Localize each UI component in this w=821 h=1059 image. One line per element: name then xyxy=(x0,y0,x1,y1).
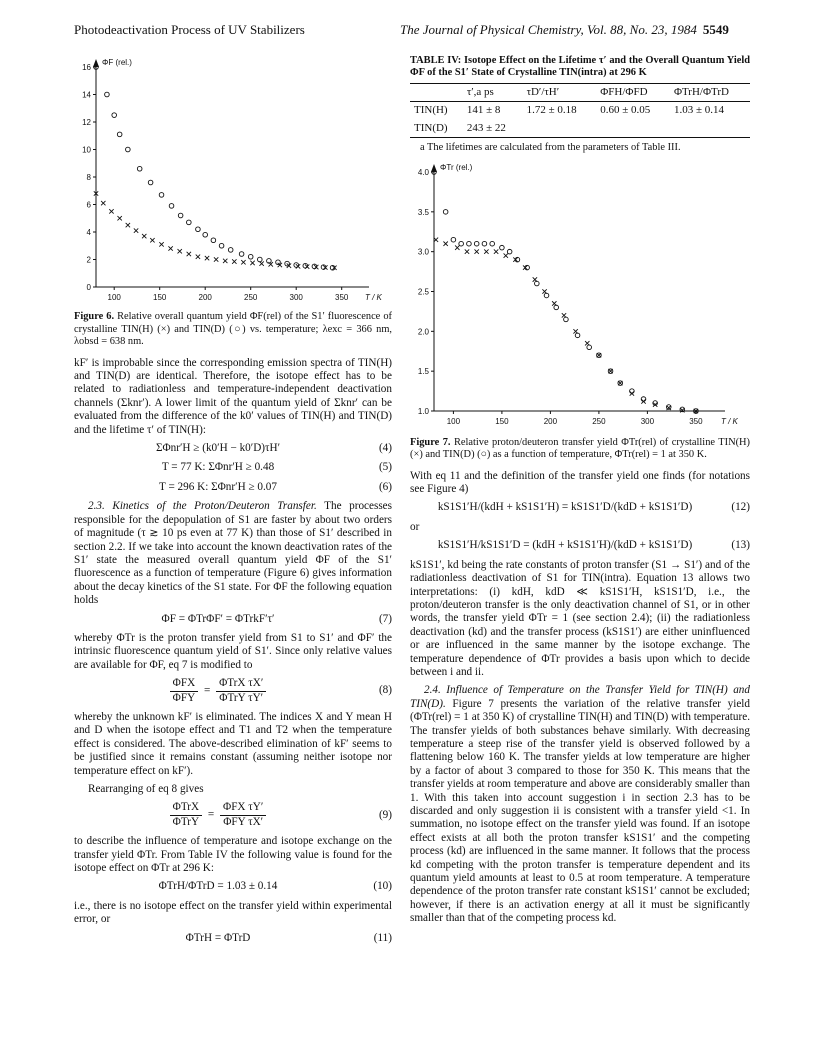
table-4-header: ΦTrH/ΦTrD xyxy=(670,83,750,101)
x-tick-label: 200 xyxy=(198,293,212,302)
table-cell: 1.72 ± 0.18 xyxy=(526,104,577,117)
equation-6 xyxy=(74,481,392,494)
table-cell xyxy=(596,120,670,138)
data-point-circle xyxy=(178,213,183,218)
y-tick-label: 4.0 xyxy=(417,168,429,178)
y-tick-label: 10 xyxy=(82,145,91,155)
table-cell xyxy=(523,120,597,138)
equation-9: $\frac{\text{ΦTrX}}{\text{ΦTrY}}$ = $\frac{\text{ΦFX τY′}}{\text{ΦFY τX′}}$ (9) xyxy=(74,801,392,829)
data-point-circle xyxy=(137,166,142,171)
data-point-cross xyxy=(455,246,459,250)
eq9-right-numerator: ΦFX τY′ xyxy=(220,801,266,815)
equation-10-number: (10) xyxy=(373,880,392,893)
data-point-cross xyxy=(232,259,236,263)
y-tick-label: 3.0 xyxy=(417,248,429,258)
data-point-cross xyxy=(142,234,146,238)
data-point-cross xyxy=(101,201,105,205)
left-column xyxy=(74,55,392,951)
x-axis-label: T / K xyxy=(365,293,382,302)
equation-9-number: (9) xyxy=(378,808,392,821)
left-paragraph-6: to describe the influence of temperature and isotope exchange on the transfer yield ΦTr. From Table IV the following value is found for the isotope effect on ΦTr at 296 K: xyxy=(74,835,392,875)
figure-7-chart xyxy=(410,158,750,430)
table-row xyxy=(410,120,750,138)
data-point-cross xyxy=(552,302,556,306)
data-point-circle xyxy=(474,242,479,247)
data-point-circle xyxy=(239,252,244,257)
data-point-cross xyxy=(150,238,154,242)
x-tick-label: 250 xyxy=(244,293,258,302)
table-4-footnote: a The lifetimes are calculated from the parameters of Table III. xyxy=(420,142,681,154)
y-axis-label: ΦF (rel.) xyxy=(102,58,132,67)
data-point-circle xyxy=(467,242,472,247)
data-point-cross xyxy=(250,261,254,265)
x-tick-label: 300 xyxy=(289,293,303,302)
data-point-cross xyxy=(178,249,182,253)
data-point-cross xyxy=(109,209,113,213)
table-4 xyxy=(410,83,750,138)
figure-7-caption-text: Relative proton/deuteron transfer yield ΦTr(rel) of crystalline TIN(H) (×) and TIN(D) (○) as a function of temperature, ΦTr(rel) = 1 at 350 K. xyxy=(410,436,750,461)
table-4-header: ΦFH/ΦFD xyxy=(596,83,670,101)
y-tick-label: 2.5 xyxy=(417,287,429,297)
data-point-cross xyxy=(542,290,546,294)
equation-8: $\frac{\text{ΦFX}}{\text{ΦFY}}$ = $\frac{\text{ΦTrX τX′}}{\text{ΦTrY τY′}}$ (8) xyxy=(74,677,392,705)
x-tick-label: 300 xyxy=(640,417,655,427)
table-cell xyxy=(670,120,750,138)
data-point-cross xyxy=(159,242,163,246)
data-point-circle xyxy=(666,405,671,410)
table-4-header-row xyxy=(410,83,750,101)
left-paragraph-4: whereby the unknown kF′ is eliminated. The indices X and Y mean H and D when the isotope effect and T1 and T2 when the temperature effect is considered. The above-described elimination of kF′ seems to be justified since it remains constant (assuming neither isotope nor temperature effect on kF′). xyxy=(74,710,392,777)
data-point-cross xyxy=(241,260,245,264)
eq9-left-numerator: ΦTrX xyxy=(170,801,202,815)
data-point-cross xyxy=(465,250,469,254)
data-point-cross xyxy=(126,223,130,227)
data-point-cross xyxy=(259,261,263,265)
data-point-circle xyxy=(451,238,456,243)
right-column xyxy=(410,55,750,931)
data-point-circle xyxy=(228,248,233,253)
data-point-circle xyxy=(276,260,281,265)
equation-5-number: (5) xyxy=(378,461,392,474)
equation-10-body: ΦTrH/ΦTrD = 1.03 ± 0.14 xyxy=(158,880,278,893)
data-point-circle xyxy=(148,180,153,185)
data-point-circle xyxy=(126,147,131,152)
data-point-cross xyxy=(296,264,300,268)
table-cell: 0.60 ± 0.05 xyxy=(600,104,651,117)
data-point-circle xyxy=(105,92,110,97)
data-point-cross xyxy=(494,250,498,254)
left-paragraph-5: Rearranging of eq 8 gives xyxy=(88,783,204,795)
equation-7-body: ΦF = ΦTrΦF′ = ΦTrkF′τ′ xyxy=(161,612,275,625)
eq8-right-denominator: ΦTrY τY′ xyxy=(219,691,264,704)
data-point-cross xyxy=(484,250,488,254)
data-point-circle xyxy=(258,257,263,262)
equation-4 xyxy=(74,442,392,455)
data-point-cross xyxy=(443,242,447,246)
equation-12 xyxy=(410,501,750,514)
data-point-cross xyxy=(533,278,537,282)
data-point-cross xyxy=(630,392,634,396)
data-point-circle xyxy=(482,242,487,247)
table-4-header: τ′,a ps xyxy=(463,83,523,101)
equation-8-number: (8) xyxy=(378,684,392,697)
y-tick-label: 3.5 xyxy=(417,208,429,218)
equation-7-number: (7) xyxy=(378,612,392,625)
data-point-cross xyxy=(168,246,172,250)
left-paragraph-1: kF′ is improbable since the corresponding emission spectra of TIN(H) and TIN(D) are identical. Therefore, the isotope effect has to be related to radiationless and temperature-independent deactivation channels (Σknr′). A lower limit of the quantum yield of Σknr′ can be evaluated from the difference of the k0′ values of TIN(H) and TIN(D) and the lifetime τ′ of TIN(H): xyxy=(74,356,392,436)
section-2-4-text: Figure 7 presents the variation of the relative transfer yield (ΦTr(rel) = 1 at 350 K) of crystalline TIN(H) and TIN(D) with temperature. The transfer yields of both substances behave similarly. With decreasing temperature a steep rise of the transfer yield is observed followed by a flattening below 160 K. The transfer yields at low temperature are higher by a factor of about 3 compared to those for 350 K. This means that the transfer yields at room temperature and above are considerably smaller than 1. With this taken into account suggestion i in section 2.3 has to be discarded and only suggestion ii is consistent with a transfer yield <1. In summation, no isotope effect on the transfer yield was found. If an isotope effect exists at all both the proton transfer kS1S1′ and the competing process (kd) are influenced in the same manner. It follows that the process kd competing with the proton transfer is temperature dependent and its quantum yield amounts at least to 0.5 at room temperature. A temperature dependence of the proton transfer rate constant kS1S1′ cannot be excluded; however, if there is an activation energy at all it must be significantly smaller than that of the competing process kd. xyxy=(410,697,751,925)
figure-7-label: Figure 7. xyxy=(410,436,451,448)
section-2-4-title: 2.4. Influence of Temperature on the Transfer Yield for TIN(H) and TIN(D). xyxy=(410,684,750,710)
y-tick-label: 1.0 xyxy=(417,407,429,417)
data-point-circle xyxy=(112,113,117,118)
y-tick-label: 12 xyxy=(82,118,91,127)
x-axis-label: T / K xyxy=(721,417,738,427)
y-tick-label: 2.0 xyxy=(417,327,429,337)
table-row xyxy=(410,102,750,120)
equation-7 xyxy=(74,613,392,626)
equation-5 xyxy=(74,461,392,474)
eq8-left-denominator: ΦFY xyxy=(172,691,196,704)
data-point-cross xyxy=(504,254,508,258)
data-point-cross xyxy=(562,314,566,318)
section-2-3-title: 2.3. Kinetics of the Proton/Deuteron Transfer. xyxy=(88,500,317,513)
table-4-title: TABLE IV: Isotope Effect on the Lifetime τ′ and the Overall Quantum Yield ΦF of the S1′ State of Crystalline TIN(intra) at 296 K xyxy=(410,55,750,79)
left-paragraph-7: i.e., there is no isotope effect on the transfer yield within experimental error, or xyxy=(74,899,392,926)
equation-6-number: (6) xyxy=(378,480,392,493)
figure-7-caption xyxy=(410,437,750,462)
data-point-circle xyxy=(459,242,464,247)
x-tick-label: 350 xyxy=(689,417,703,427)
data-point-cross xyxy=(205,256,209,260)
data-point-cross xyxy=(187,252,191,256)
y-axis-label: ΦTr (rel.) xyxy=(440,163,473,173)
section-2-3-text: The processes responsible for the depopulation of S1 are faster by about two orders of magnitude (τ ≳ 10 ps even at 77 K) than those of S1′ described in section 2.2. If we take into account the known deactivation rates of the S1′ state the measured overall quantum yield ΦF of the S1′ fluorescence as a function of temperature (Figure 6) gives information about the decay kinetics of the S1 state. For ΦF the following equation holds xyxy=(74,500,392,607)
data-point-cross xyxy=(134,228,138,232)
x-tick-label: 350 xyxy=(335,293,349,302)
equation-13-body: kS1S1′H/kS1S1′D = (kdH + kS1S1′H)/(kdD + kS1S1′D) xyxy=(437,539,693,552)
left-paragraph-3: whereby ΦTr is the proton transfer yield from S1 to S1′ and ΦF′ the intrinsic fluorescence quantum yield of S1′. Since only relative values are available for ΦF, eq 7 is modified to xyxy=(74,631,392,671)
data-point-cross xyxy=(597,353,601,357)
figure-6-label: Figure 6. xyxy=(74,311,115,323)
table-cell: TIN(H) xyxy=(414,104,448,117)
x-tick-label: 200 xyxy=(543,417,558,427)
data-point-cross xyxy=(618,381,622,385)
data-point-circle xyxy=(641,397,646,402)
data-point-cross xyxy=(573,330,577,334)
left-paragraph-2 xyxy=(74,500,392,607)
data-point-cross xyxy=(223,259,227,263)
equation-4-body: ΣΦnr′H ≥ (k0′H − k0′D)τH′ xyxy=(155,442,281,455)
y-tick-label: 0 xyxy=(86,283,91,292)
data-point-circle xyxy=(117,132,122,137)
x-tick-label: 250 xyxy=(592,417,606,427)
data-point-circle xyxy=(196,227,201,232)
data-point-circle xyxy=(248,254,253,259)
data-point-cross xyxy=(608,369,612,373)
equation-13 xyxy=(410,539,750,552)
figure-6-caption xyxy=(74,311,392,348)
x-tick-label: 150 xyxy=(153,293,167,302)
table-cell: 243 ± 22 xyxy=(463,120,523,138)
equation-11-body: ΦTrH = ΦTrD xyxy=(185,931,251,944)
right-or: or xyxy=(410,520,420,533)
page-number: 5549 xyxy=(702,22,729,37)
journal-citation: The Journal of Physical Chemistry, Vol. 88, No. 23, 1984 xyxy=(400,22,697,37)
y-tick-label: 1.5 xyxy=(417,367,429,377)
data-point-cross xyxy=(641,400,645,404)
data-point-cross xyxy=(117,216,121,220)
running-header-right xyxy=(400,22,729,38)
data-point-circle xyxy=(490,242,495,247)
right-paragraph-3 xyxy=(410,684,750,925)
y-tick-label: 4 xyxy=(86,228,91,237)
equation-12-body: kS1S1′H/(kdH + kS1S1′H) = kS1S1′D/(kdD + kS1S1′D) xyxy=(437,501,693,514)
figure-6-caption-text: Relative overall quantum yield ΦF(rel) of the S1′ fluorescence of crystalline TIN(H) (×) and TIN(D) (○) vs. temperature; λexc = 366 nm, λobsd = 638 nm. xyxy=(74,311,392,348)
data-point-circle xyxy=(630,389,635,394)
equation-13-number: (13) xyxy=(731,539,750,552)
x-tick-label: 150 xyxy=(495,417,509,427)
data-point-circle xyxy=(203,232,208,237)
equation-11 xyxy=(74,932,392,945)
data-point-circle xyxy=(187,220,192,225)
data-point-circle xyxy=(219,243,224,248)
equation-5-body: T = 77 K: ΣΦnr′H ≥ 0.48 xyxy=(161,461,275,474)
data-point-circle xyxy=(443,210,448,215)
y-tick-label: 16 xyxy=(82,63,91,72)
eq8-left-numerator: ΦFX xyxy=(170,677,198,691)
data-point-cross xyxy=(214,257,218,261)
table-4-header xyxy=(410,83,463,101)
x-tick-label: 100 xyxy=(446,417,461,427)
running-header-left: Photodeactivation Process of UV Stabilizers xyxy=(74,22,305,37)
data-point-cross xyxy=(474,250,478,254)
table-cell: 1.03 ± 0.14 xyxy=(673,104,724,117)
y-tick-label: 8 xyxy=(86,173,91,182)
data-point-circle xyxy=(500,246,505,251)
right-paragraph-2: kS1S1′, kd being the rate constants of proton transfer (S1 → S1′) and of the radiationless deactivation of S1 for TIN(intra). Equation 13 allows two interpretations: (i) kdH, kdD ≪ kS1S1′H, kS1S1′D, i.e., the proton/deuteron transfer is the only deactivation channel of S1, or in other words, the transfer yield ΦTr = 1 (see section 2.4); (ii) the radiationless deactivation (kd) and the transfer process (kS1S1′) are either uninfluenced or are influenced in the same manner by the isotope exchange. The temperature dependence of ΦTr provides a basis upon which to decide between i and ii. xyxy=(410,558,750,678)
equation-11-number: (11) xyxy=(373,931,392,944)
equation-12-number: (12) xyxy=(731,501,750,514)
data-point-cross xyxy=(196,255,200,259)
figure-6-chart xyxy=(74,55,392,305)
y-tick-label: 14 xyxy=(82,90,91,100)
x-tick-label: 100 xyxy=(107,293,121,302)
data-point-circle xyxy=(169,204,174,209)
table-cell: 141 ± 8 xyxy=(466,104,501,117)
equation-4-number: (4) xyxy=(378,442,392,455)
equation-6-body: T = 296 K: ΣΦnr′H ≥ 0.07 xyxy=(159,480,277,493)
y-tick-label: 6 xyxy=(86,200,91,210)
right-paragraph-1: With eq 11 and the definition of the transfer yield one finds (for notations see Figure 4) xyxy=(410,469,750,496)
eq9-right-denominator: ΦFY τX′ xyxy=(223,815,264,828)
data-point-cross xyxy=(585,342,589,346)
y-tick-label: 2 xyxy=(86,255,91,265)
data-point-circle xyxy=(507,250,512,255)
eq8-right-numerator: ΦTrX τX′ xyxy=(216,677,266,691)
eq9-left-denominator: ΦTrY xyxy=(172,815,200,828)
table-4-header: τD′/τH′ xyxy=(523,83,597,101)
data-point-circle xyxy=(211,238,216,243)
table-cell: TIN(D) xyxy=(410,120,463,138)
data-point-circle xyxy=(159,193,164,198)
equation-10 xyxy=(74,880,392,893)
